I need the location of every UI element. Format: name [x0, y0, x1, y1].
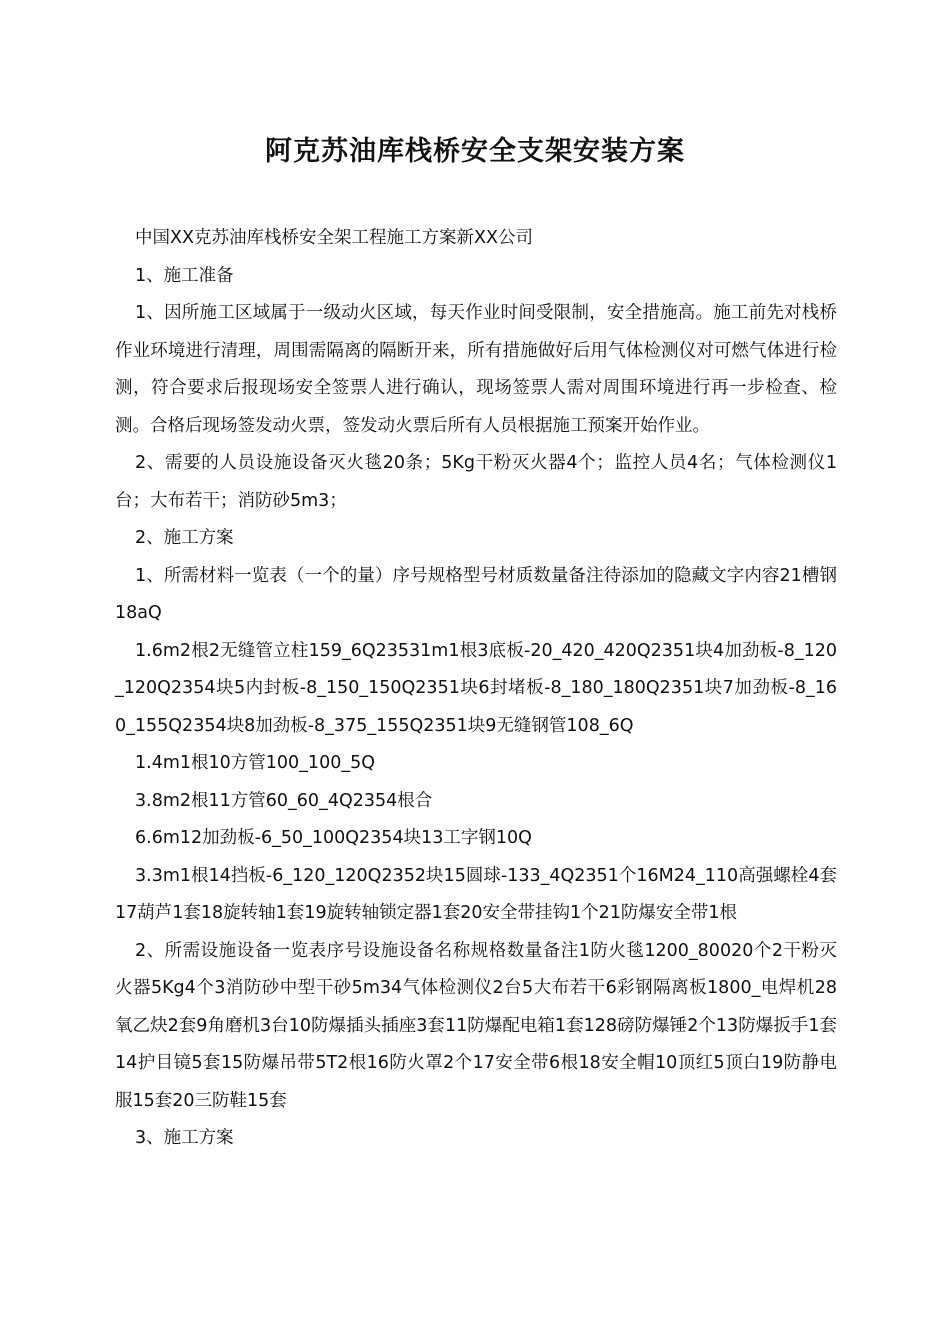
paragraph-materials-line: 6.6m12加劲板-6_50_100Q2354块13工字钢10Q	[135, 828, 532, 848]
paragraph-fire-zone: 1、因所施工区域属于一级动火区域，每天作业时间受限制，安全措施高。施工前先对栈桥作业环境进行清理，周围需隔离的隔断开来，所有措施做好后用气体检测仪对可燃气体进行检测，符合要求后报现场安全签票人进行确认，现场签票人需对周围环境进行再一步检查、检测。合格后现场签发动火票，签发动火票后所有人员根据施工预案开始作业。	[115, 303, 837, 436]
paragraph-materials-detail: 3.3m1根14挡板-6_120_120Q2352块15圆球-133_4Q2351个16M24_110高强螺栓4套17葫芦1套18旋转轴1套19旋转轴锁定器1套20安全带挂钩1个21防爆安全带1根	[115, 865, 837, 923]
paragraph-facilities-list: 2、所需设施设备一览表序号设施设备名称规格数量备注1防火毯1200_80020个2干粉灭火器5Kg4个3消防砂中型干砂5m34气体检测仪2台5大布若干6彩钢隔离板1800_电焊机28氧乙炔2套9角磨机3台10防爆插头插座3套11防爆配电箱1套128磅防爆锤2个13防爆扳手1套14护目镜5套15防爆吊带5T2根16防火罩2个17安全带6根18安全帽10顶红5顶白19防静电服15套20三防鞋15套	[115, 940, 837, 1111]
section-heading-plan: 2、施工方案	[135, 528, 234, 548]
paragraph-materials-list: 1、所需材料一览表（一个的量）序号规格型号材质数量备注待添加的隐藏文字内容21槽钢18aQ	[115, 565, 837, 623]
paragraph-materials-line: 3.8m2根11方管60_60_4Q2354根合	[135, 790, 433, 811]
document-body	[115, 220, 837, 1158]
paragraph-equipment-needed: 2、需要的人员设施设备灭火毯20条；5Kg干粉灭火器4个；监控人员4名；气体检测仪1台；大布若干；消防砂5m3；	[115, 453, 837, 511]
paragraph-materials-detail: 1.6m2根2无缝管立柱159_6Q23531m1根3底板-20_420_420Q2351块4加劲板-8_120_120Q2354块5内封板-8_150_150Q2351块6封堵板-8_180_180Q2351块7加劲板-8_160_155Q2354块8加劲板-8_375_155Q2351块9无缝钢管108_6Q	[115, 640, 837, 736]
document-title: 阿克苏油库栈桥安全支架安装方案	[265, 136, 685, 167]
section-heading-preparation: 1、施工准备	[135, 265, 234, 286]
section-heading-plan-3: 3、施工方案	[135, 1128, 234, 1148]
header-line: 中国XX克苏油库栈桥安全架工程施工方案新XX公司	[135, 228, 533, 248]
paragraph-materials-line: 1.4m1根10方管100_100_5Q	[135, 753, 375, 773]
